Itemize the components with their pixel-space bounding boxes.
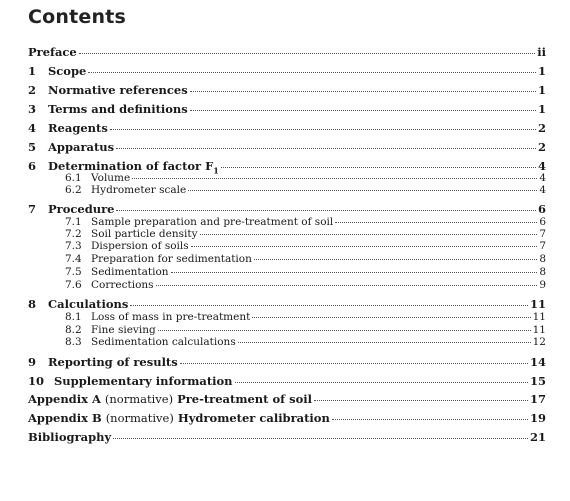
appendix-title: Hydrometer calibration	[177, 411, 330, 425]
dot-leader	[88, 72, 536, 73]
toc-page-number: 6	[537, 202, 546, 216]
toc-entry-label: Reagents	[48, 121, 108, 135]
appendix-qualifier: (normative)	[104, 392, 174, 406]
toc-subentry-hydrometer-scale[interactable]	[65, 184, 546, 198]
dot-leader	[221, 167, 536, 168]
toc-page-number: 2	[537, 121, 546, 135]
toc-entry-label: Sedimentation calculations	[91, 336, 236, 348]
dot-leader	[171, 272, 538, 273]
toc-entry-label	[28, 392, 312, 406]
toc-entry-reporting-of-results[interactable]	[28, 355, 546, 371]
toc-entry-label: Volume	[91, 172, 131, 184]
dot-leader	[158, 330, 531, 331]
toc-entry-label: Reporting of results	[48, 355, 178, 369]
dot-leader	[190, 110, 536, 111]
section-number: 8	[28, 297, 37, 311]
toc-entry-label	[28, 411, 330, 425]
section-number: 7.3	[65, 240, 82, 252]
toc-entry-label: Fine sieving	[91, 324, 156, 336]
toc-subentry-loss-of-mass[interactable]	[65, 311, 546, 325]
toc-entry-label: Apparatus	[48, 140, 115, 154]
dot-leader	[314, 400, 528, 401]
toc-subentry-sedimentation-calculations[interactable]	[65, 336, 546, 350]
toc-entry-normative-references[interactable]	[28, 83, 546, 99]
section-number: 8.3	[65, 336, 82, 348]
page-title: Contents	[28, 6, 127, 28]
toc-page-number: 11	[532, 324, 546, 336]
dot-leader	[252, 317, 530, 318]
dot-leader	[113, 438, 528, 439]
toc-page-number: 8	[539, 253, 546, 265]
dot-leader	[188, 190, 537, 191]
toc-page-number: 7	[539, 228, 546, 240]
toc-page-number: 4	[539, 184, 546, 196]
dot-leader	[200, 234, 538, 235]
dot-leader	[332, 419, 528, 420]
dot-leader	[116, 210, 536, 211]
toc-page-number: 7	[539, 240, 546, 252]
section-number: 7.2	[65, 228, 82, 240]
toc-entry-supplementary-information[interactable]	[28, 374, 546, 390]
toc-page-number: 14	[529, 355, 546, 369]
toc-page-number: 19	[529, 411, 546, 425]
toc-page-number: 21	[529, 430, 546, 444]
toc-subentry-corrections[interactable]	[65, 279, 546, 293]
appendix-qualifier: (normative)	[105, 411, 174, 425]
dot-leader	[191, 246, 538, 247]
dot-leader	[156, 285, 538, 286]
subscript: 1	[213, 165, 219, 176]
dot-leader	[130, 305, 528, 306]
toc-entry-appendix-a[interactable]	[28, 392, 546, 408]
dot-leader	[180, 363, 528, 364]
toc-entry-label: Sample preparation and pre-treatment of soil	[91, 216, 334, 228]
section-number: 7.6	[65, 279, 82, 291]
toc-entry-label: Sedimentation	[91, 266, 169, 278]
section-number: 6.1	[65, 172, 82, 184]
section-number: 8.1	[65, 311, 82, 323]
toc-entry-label: Supplementary information	[54, 374, 233, 388]
section-number: 7.4	[65, 253, 82, 265]
toc-page-number: 17	[529, 392, 546, 406]
dot-leader	[254, 259, 537, 260]
toc-entry-apparatus[interactable]	[28, 140, 546, 156]
section-number: 7	[28, 202, 37, 216]
toc-subentry-preparation-for-sedimentation[interactable]	[65, 253, 546, 267]
section-number: 2	[28, 83, 37, 97]
toc-entry-preface[interactable]	[28, 45, 546, 61]
toc-page-number: 15	[529, 374, 546, 388]
toc-subentry-sedimentation[interactable]	[65, 266, 546, 280]
toc-page-number: 11	[529, 297, 546, 311]
appendix-prefix: Appendix B	[28, 411, 102, 425]
dot-leader	[110, 129, 536, 130]
toc-page-number: 12	[532, 336, 546, 348]
dot-leader	[335, 222, 537, 223]
toc-page-number: 4	[537, 159, 546, 173]
toc-entry-label: Corrections	[91, 279, 154, 291]
toc-entry-label: Scope	[48, 64, 87, 78]
appendix-prefix: Appendix A	[28, 392, 101, 406]
toc-page-number: 1	[537, 83, 546, 97]
section-number: 6.2	[65, 184, 82, 196]
toc-page-number: 6	[539, 216, 546, 228]
section-number: 7.1	[65, 216, 82, 228]
toc-subentry-dispersion-of-soils[interactable]	[65, 240, 546, 254]
toc-page-number: 4	[539, 172, 546, 184]
toc-entry-label: Terms and definitions	[48, 102, 188, 116]
toc-entry-terms-and-definitions[interactable]	[28, 102, 546, 118]
toc-entry-label: Soil particle density	[91, 228, 198, 240]
toc-page-number: 8	[539, 266, 546, 278]
section-number: 9	[28, 355, 37, 369]
toc-entry-label: Normative references	[48, 83, 188, 97]
dot-leader	[238, 342, 531, 343]
section-number: 7.5	[65, 266, 82, 278]
toc-entry-label: Preparation for sedimentation	[91, 253, 252, 265]
toc-entry-label: Dispersion of soils	[91, 240, 189, 252]
toc-entry-label: Procedure	[48, 202, 115, 216]
toc-entry-scope[interactable]	[28, 64, 546, 80]
dot-leader	[235, 382, 528, 383]
toc-entry-bibliography[interactable]	[28, 430, 546, 446]
section-number: 3	[28, 102, 37, 116]
section-number: 4	[28, 121, 37, 135]
section-number: 8.2	[65, 324, 82, 336]
section-number: 10	[28, 374, 45, 388]
dot-leader	[116, 148, 536, 149]
section-number: 5	[28, 140, 37, 154]
appendix-title: Pre-treatment of soil	[177, 392, 312, 406]
toc-entry-appendix-b[interactable]	[28, 411, 546, 427]
toc-entry-label: Preface	[28, 45, 77, 59]
toc-page-number: 2	[537, 140, 546, 154]
dot-leader	[132, 178, 537, 179]
toc-entry-reagents[interactable]	[28, 121, 546, 137]
toc-entry-label: Loss of mass in pre-treatment	[91, 311, 251, 323]
toc-page-number: 11	[532, 311, 546, 323]
toc-page-number: 9	[539, 279, 546, 291]
toc-entry-label: Hydrometer scale	[91, 184, 187, 196]
toc-page-number: 1	[537, 102, 546, 116]
dot-leader	[79, 53, 536, 54]
section-number: 1	[28, 64, 37, 78]
dot-leader	[190, 91, 536, 92]
section-number: 6	[28, 159, 37, 173]
toc-entry-label: Calculations	[48, 297, 129, 311]
toc-entry-label: Bibliography	[28, 430, 112, 444]
toc-page-number: ii	[537, 45, 546, 59]
toc-entry-label-text: Determination of factor F	[48, 159, 214, 173]
toc-page-number: 1	[537, 64, 546, 78]
